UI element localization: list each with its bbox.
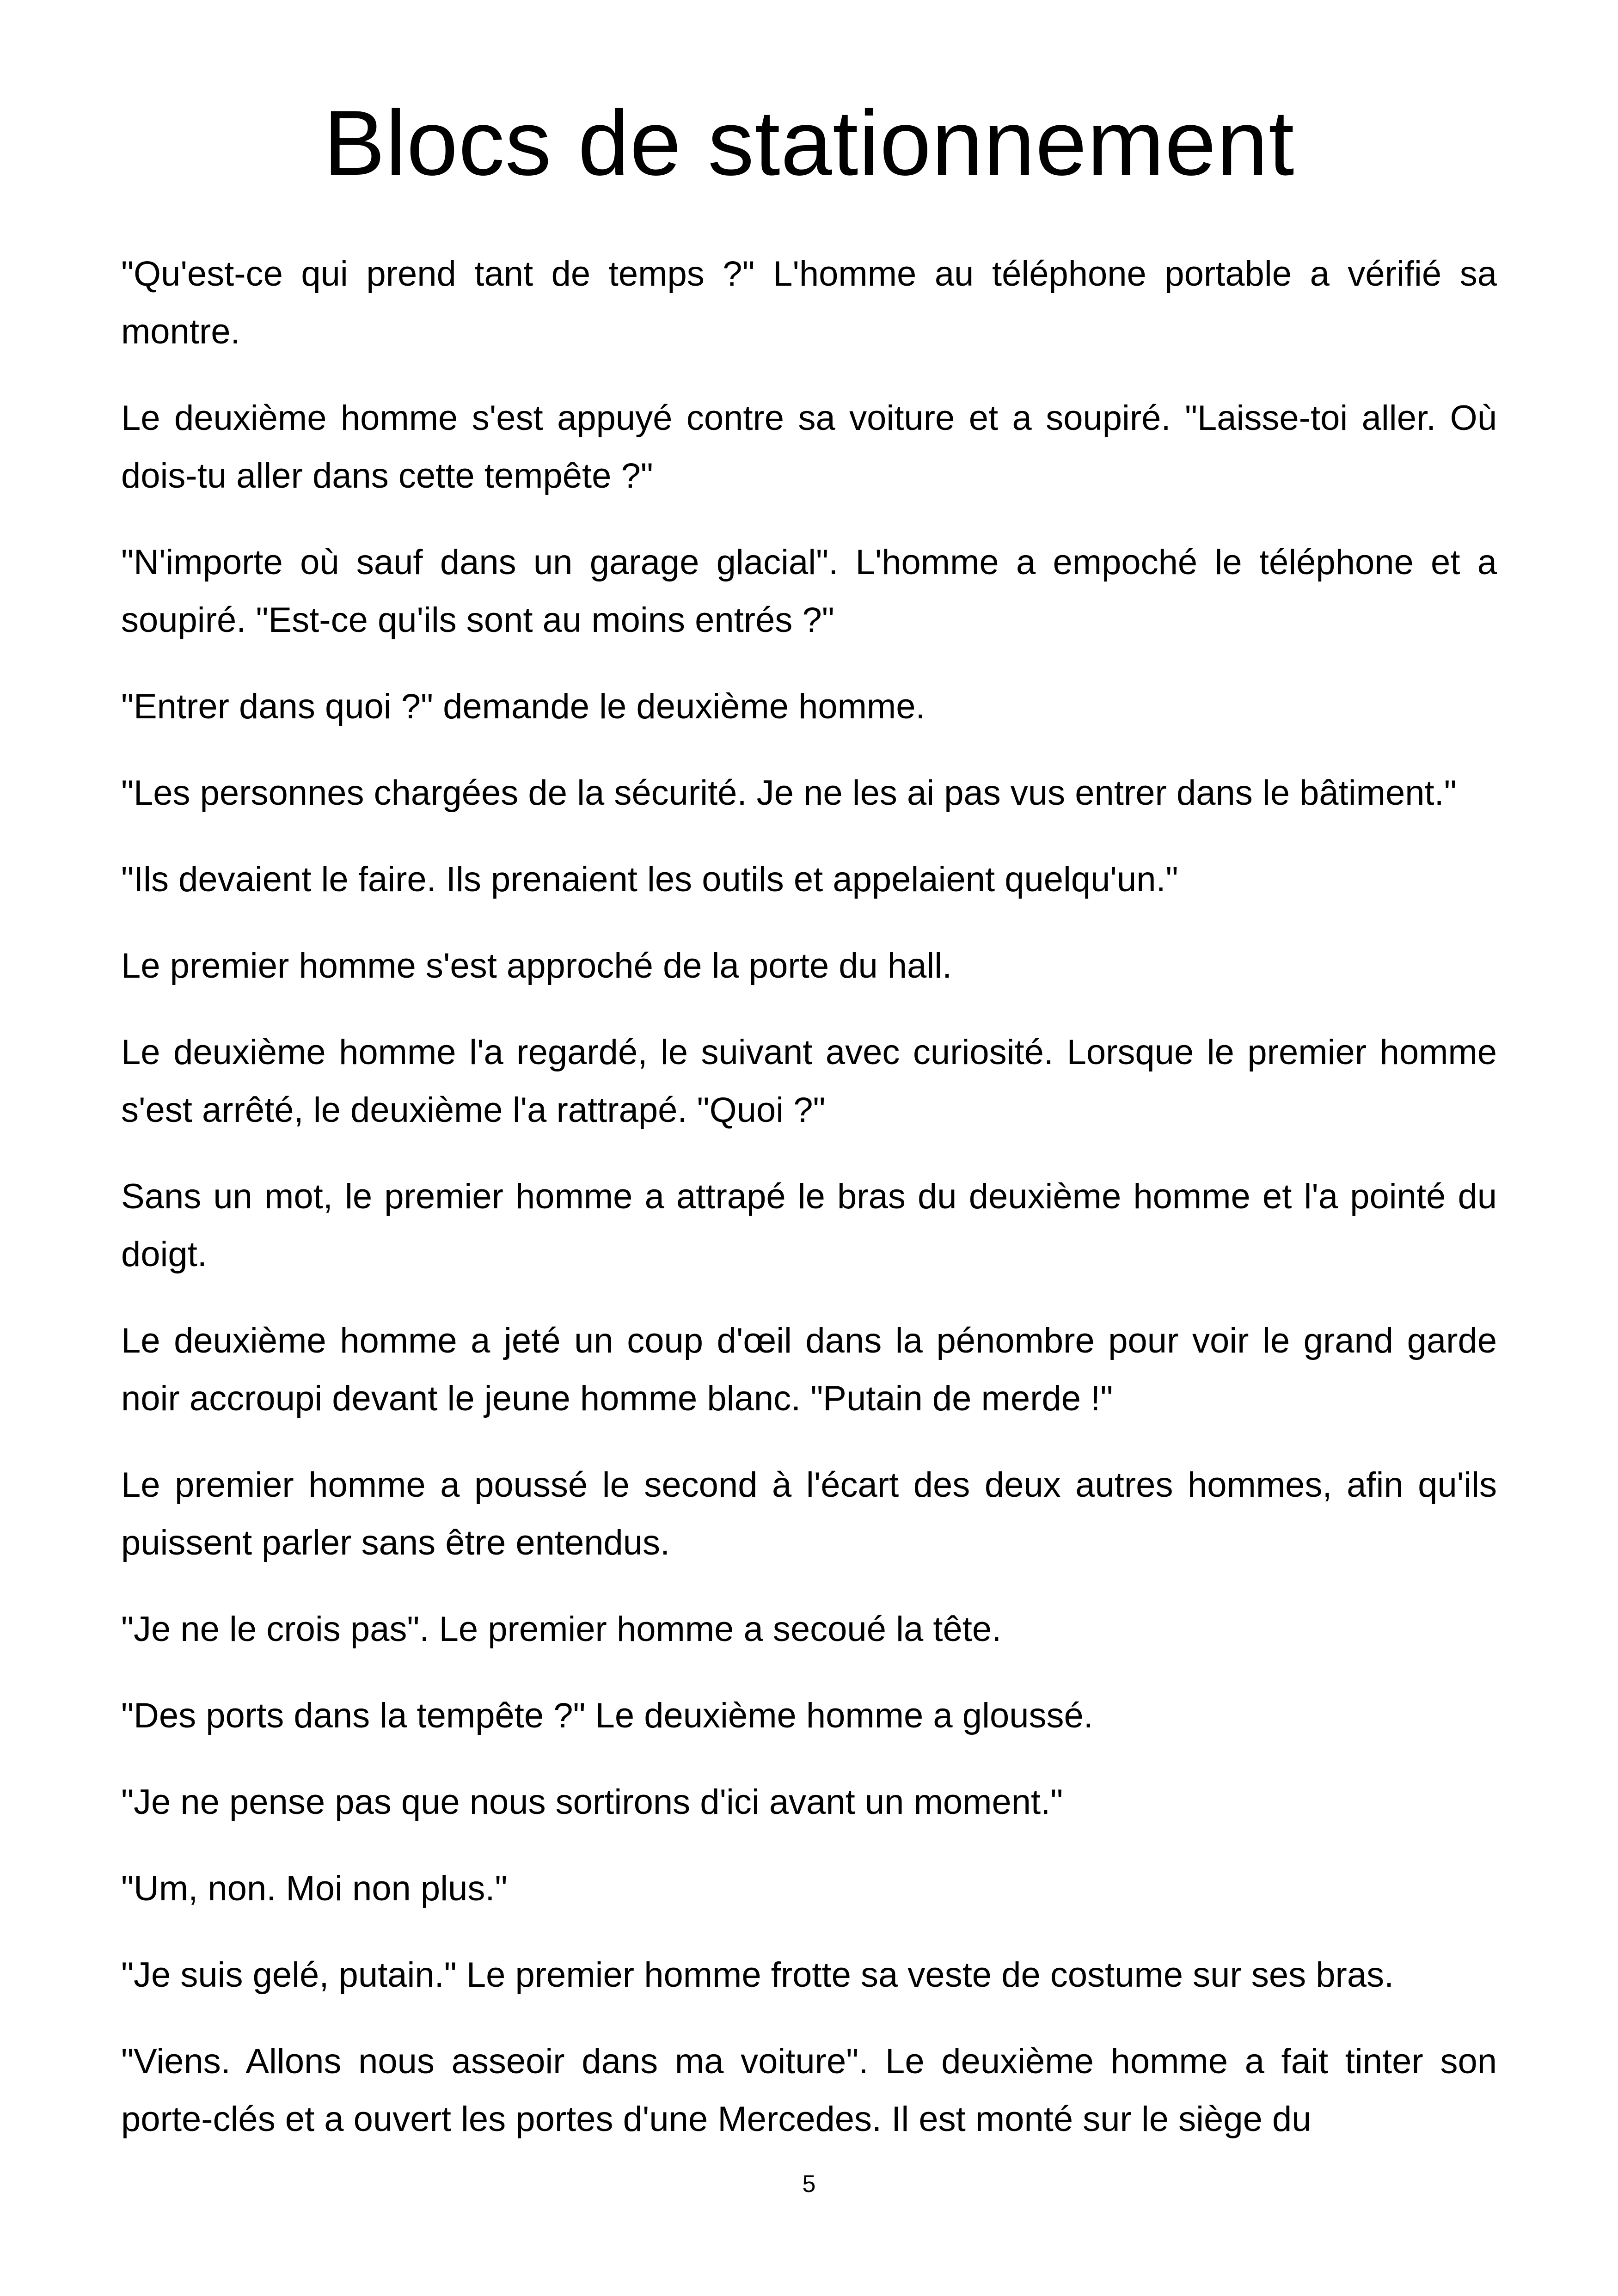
paragraph: "Les personnes chargées de la sécurité. Je ne les ai pas vus entrer dans le bâtiment." <box>121 773 1457 813</box>
paragraph: "Um, non. Moi non plus." <box>121 1869 508 1908</box>
paragraph: Sans un mot, le premier homme a attrapé le bras du deuxième homme et l'a pointé du doigt. <box>121 1177 1497 1274</box>
paragraph: "Je ne pense pas que nous sortirons d'ici avant un moment." <box>121 1782 1063 1822</box>
paragraph: "Je suis gelé, putain." Le premier homme frotte sa veste de costume sur ses bras. <box>121 1955 1394 1995</box>
paragraph: "Viens. Allons nous asseoir dans ma voiture". Le deuxième homme a fait tinter son porte-clés et a ouvert les portes d'une Mercedes. Il est monté sur le siège du <box>121 2042 1497 2139</box>
paragraph: "Entrer dans quoi ?" demande le deuxième homme. <box>121 687 925 726</box>
paragraph: "Qu'est-ce qui prend tant de temps ?" L'homme au téléphone portable a vérifié sa montre. <box>121 254 1497 351</box>
paragraph: Le deuxième homme a jeté un coup d'œil dans la pénombre pour voir le grand garde noir accroupi devant le jeune homme blanc. "Putain de merde !" <box>121 1321 1497 1418</box>
page-title: Blocs de stationnement <box>323 92 1295 195</box>
paragraph: "N'importe où sauf dans un garage glacial". L'homme a empoché le téléphone et a soupiré. "Est-ce qu'ils sont au moins entrés ?" <box>121 543 1497 640</box>
document-body <box>121 245 1497 2177</box>
paragraph: "Je ne le crois pas". Le premier homme a secoué la tête. <box>121 1610 1002 1649</box>
paragraph: Le deuxième homme l'a regardé, le suivant avec curiosité. Lorsque le premier homme s'est arrêté, le deuxième l'a rattrapé. "Quoi ?" <box>121 1033 1497 1130</box>
page-number: 5 <box>802 2171 816 2198</box>
paragraph: Le deuxième homme s'est appuyé contre sa voiture et a soupiré. "Laisse-toi aller. Où dois-tu aller dans cette tempête ?" <box>121 398 1497 496</box>
paragraph: "Des ports dans la tempête ?" Le deuxième homme a gloussé. <box>121 1696 1093 1735</box>
paragraph: Le premier homme a poussé le second à l'écart des deux autres hommes, afin qu'ils puissent parler sans être entendus. <box>121 1465 1497 1562</box>
paragraph: Le premier homme s'est approché de la porte du hall. <box>121 946 952 986</box>
paragraph: "Ils devaient le faire. Ils prenaient les outils et appelaient quelqu'un." <box>121 860 1178 899</box>
